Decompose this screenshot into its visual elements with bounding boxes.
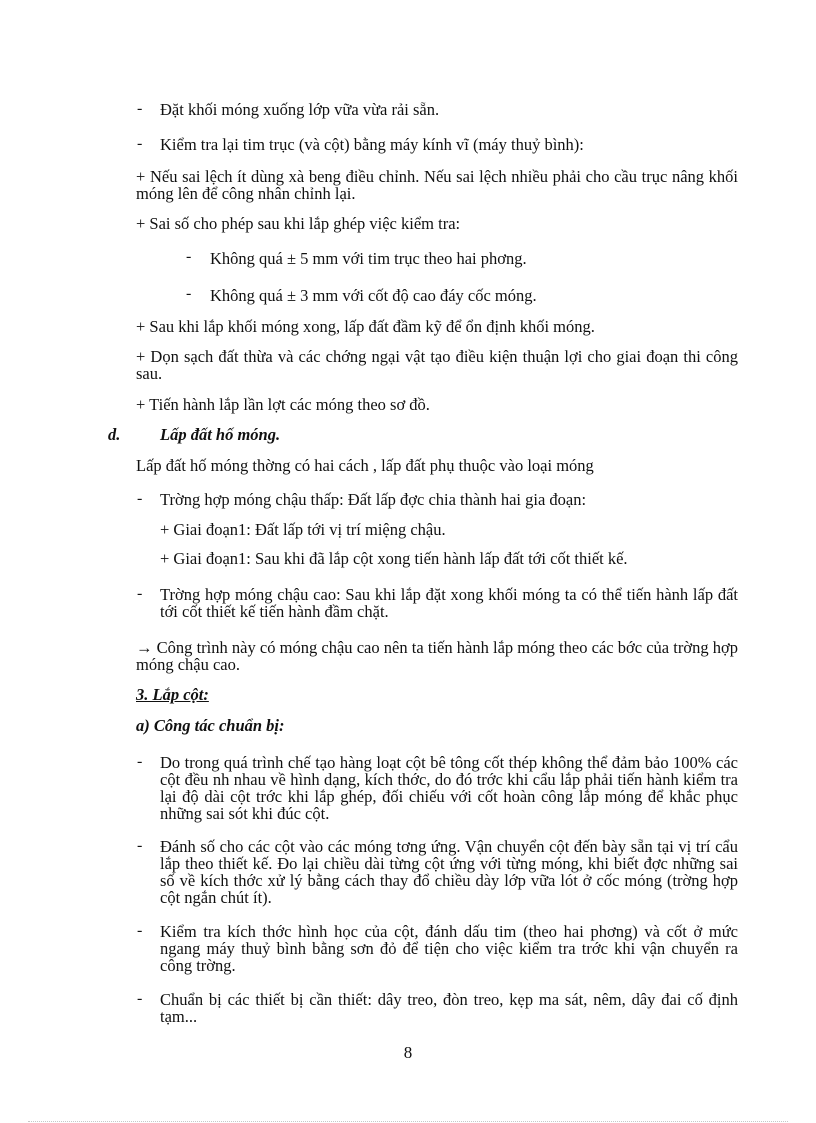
bullet-dash: -	[137, 585, 143, 602]
section-heading: Lấp đất hố móng.	[160, 425, 281, 444]
paragraph: + Sau khi lắp khối móng xong, lấp đất đầm kỹ để ổn định khối móng.	[136, 317, 595, 336]
paragraph: + Tiến hành lắp lần lợt các móng theo sơ đồ.	[136, 395, 430, 414]
paragraph: + Sai số cho phép sau khi lắp ghép việc kiểm tra:	[136, 214, 461, 233]
stage-text: + Giai đoạn1: Đất lấp tới vị trí miệng chậu.	[160, 520, 446, 539]
stage-text: + Giai đoạn1: Sau khi đã lắp cột xong tiến hành lấp đất tới cốt thiết kế.	[160, 549, 628, 568]
conclusion-paragraph: → Công trình này có móng chậu cao nên ta tiến hành lắp móng theo các bớc của trờng hợp móng chậu cao.	[136, 638, 738, 674]
bullet-text: Kiểm tra lại tim trục (và cột) bằng máy kính vĩ (máy thuỷ bình):	[160, 135, 584, 154]
bullet-text: Trờng hợp móng chậu cao: Sau khi lắp đặt xong khối móng ta có thể tiến hành lấp đất tới cốt thiết kế tiến hành đầm chặt.	[160, 585, 738, 621]
bullet-dash: -	[137, 837, 143, 854]
bullet-dash: -	[137, 990, 143, 1007]
bullet-text: Kiểm tra kích thớc hình học của cột, đánh dấu tim (theo hai phơng) và cốt ở mức ngang máy thuỷ bình bằng sơn đỏ để tiện cho việc kiểm tra trớc khi vận chuyển ra công trờng.	[160, 922, 738, 975]
bullet-dash: -	[137, 135, 143, 152]
bullet-dash: -	[137, 490, 143, 507]
sub-bullet-dash: -	[186, 248, 192, 265]
bullet-dash: -	[137, 753, 143, 770]
bullet-text: Chuẩn bị các thiết bị cần thiết: dây treo, đòn treo, kẹp ma sát, nêm, dây đai cố định tạm...	[160, 990, 738, 1026]
sub-bullet-text: Không quá ± 5 mm với tim trục theo hai phơng.	[210, 249, 527, 268]
bullet-text: Đặt khối móng xuống lớp vữa vừa rải sẵn.	[160, 100, 440, 119]
paragraph: Lấp đất hố móng thờng có hai cách , lấp đất phụ thuộc vào loại móng	[136, 456, 594, 475]
bullet-text: Đánh số cho các cột vào các móng tơng ứng. Vận chuyển cột đến bày sẵn tại vị trí cẩu lắp theo thiết kế. Đo lại chiều dài từng cột ứng với từng móng, khi biết đợc những sai số về kích thớc xử lý bằng cách thay đổ chiều dày lớp vữa lót ở cốc móng (trờng hợp cột ngắn chút ít).	[160, 837, 738, 907]
paragraph: + Dọn sạch đất thừa và các chớng ngại vật tạo điều kiện thuận lợi cho giai đoạn thi công sau.	[136, 347, 738, 383]
bullet-dash: -	[137, 100, 143, 117]
section-heading: 3. Lắp cột:	[136, 685, 209, 704]
page-number: 8	[403, 1043, 413, 1062]
sub-bullet-dash: -	[186, 285, 192, 302]
section-label: d.	[108, 425, 121, 444]
paragraph: + Nếu sai lệch ít dùng xà beng điều chỉnh. Nếu sai lệch nhiều phải cho cầu trục nâng khối móng lên để công nhân chỉnh lại.	[136, 167, 738, 203]
bullet-text: Do trong quá trình chế tạo hàng loạt cột bê tông cốt thép không thể đảm bảo 100% các cột đều nh nhau về hình dạng, kích thớc, do đó trớc khi cẩu lắp phải tiến hành kiểm tra lại độ dài cột trớc khi lắp ghép, đối chiếu với cốt hoàn công lắp móng để khắc phục những sai sót khi đúc cột.	[160, 753, 738, 823]
page-border-divider	[28, 1121, 788, 1122]
bullet-dash: -	[137, 922, 143, 939]
sub-bullet-text: Không quá ± 3 mm với cốt độ cao đáy cốc móng.	[210, 286, 537, 305]
bullet-text: Trờng hợp móng chậu thấp: Đất lấp đợc chia thành hai gia đoạn:	[160, 490, 587, 509]
subsection-heading: a) Công tác chuẩn bị:	[136, 716, 285, 735]
